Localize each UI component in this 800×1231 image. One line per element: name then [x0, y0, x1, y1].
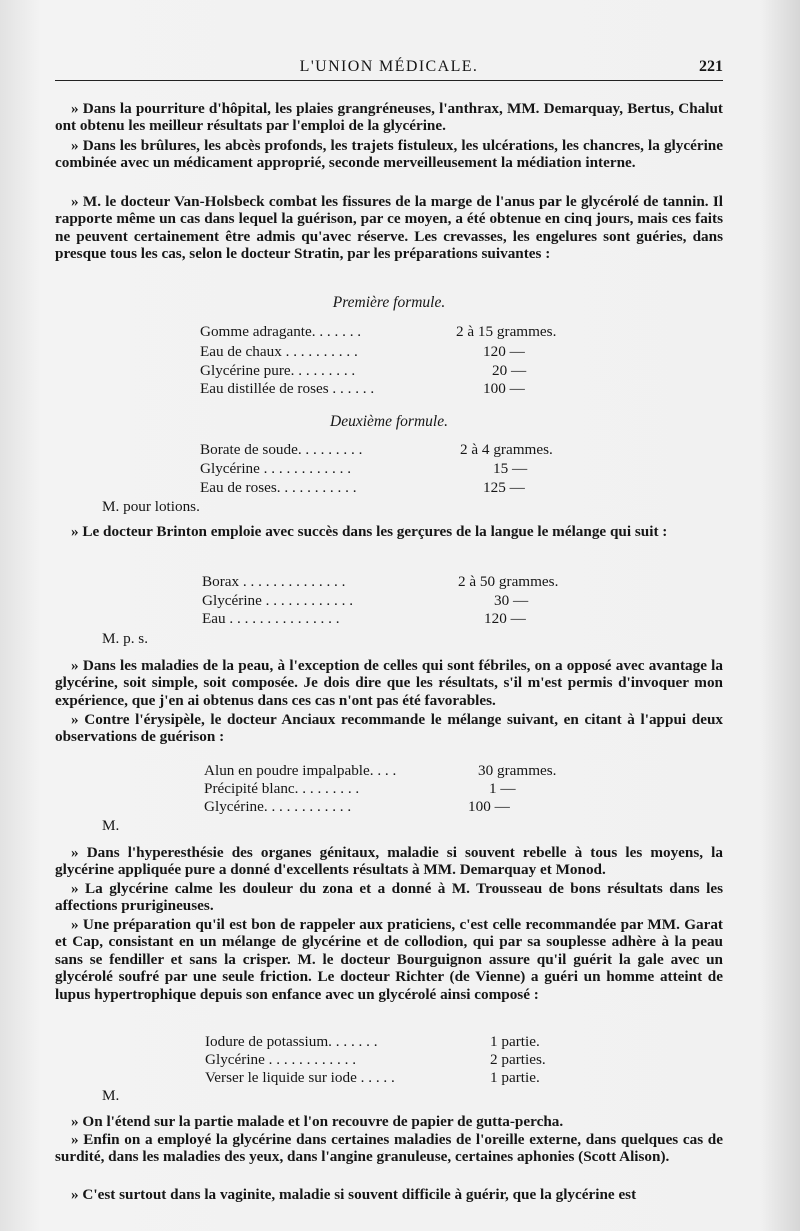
- paragraph-burns: » Dans les brûlures, les abcès profonds, les trajets fistuleux, les ulcérations, les chancres, la glycérine combinée avec un médicament approprié, seconde merveilleusement la médiation interne.: [55, 137, 723, 171]
- quantity: 120 —: [484, 610, 526, 627]
- paragraph-van-holsbeck: » M. le docteur Van-Holsbeck combat les fissures de la marge de l'anus par le glycérolé de tannin. Il rapporte même un cas dans lequel la guérison, par ce moyen, a été obtenue en cinq jours, mais ces faits ne peuvent certainement être admis qu'avec réserve. Les crevasses, les engelures sont guéries, dans presque tous les cas, selon le docteur Stratin, par les préparations suivantes :: [55, 193, 723, 263]
- paragraph-brinton: » Le docteur Brinton emploie avec succès dans les gerçures de la langue le mélange qui suit :: [71, 523, 668, 540]
- quantity: 2 à 15 grammes.: [456, 323, 557, 340]
- ingredient: Précipité blanc. . . . . . . . .: [204, 780, 360, 797]
- quantity: 100 —: [468, 798, 510, 815]
- prescription-note: M.: [102, 1087, 120, 1104]
- running-title: L'UNION MÉDICALE.: [299, 58, 479, 75]
- ingredient: Glycérine . . . . . . . . . . . .: [200, 460, 351, 477]
- paragraph-ear-eye: » Enfin on a employé la glycérine dans certaines maladies de l'oreille externe, dans quelques cas de surdité, dans les maladies des yeux, dans l'angine granuleuse, certaines aphonies (Scott Alison).: [55, 1131, 723, 1166]
- quantity: 1 partie.: [490, 1069, 540, 1086]
- ingredient: Eau de chaux . . . . . . . . . .: [200, 343, 358, 360]
- ingredient: Borate de soude. . . . . . . . .: [200, 441, 363, 458]
- quantity: 2 parties.: [490, 1051, 546, 1068]
- page-header: [55, 56, 723, 81]
- quantity: 30 —: [494, 592, 529, 609]
- paragraph-zona: » La glycérine calme les douleur du zona et a donné à M. Trousseau de bons résultats dans les affections prurigineuses.: [55, 880, 723, 915]
- ingredient: Eau . . . . . . . . . . . . . . .: [202, 610, 340, 627]
- formula-title-first: Première formule.: [332, 294, 446, 311]
- ingredient: Alun en poudre impalpable. . . .: [204, 762, 397, 779]
- quantity: 2 à 50 grammes.: [458, 573, 559, 590]
- paragraph-gutta-percha: » On l'étend sur la partie malade et l'on recouvre de papier de gutta-percha.: [71, 1113, 564, 1130]
- quantity: 120 —: [483, 343, 525, 360]
- paragraph-erysipelas: » Contre l'érysipèle, le docteur Anciaux recommande le mélange suivant, en citant à l'appui deux observations de guérison :: [55, 711, 723, 746]
- quantity: 30 grammes.: [478, 762, 557, 779]
- ingredient: Glycérine . . . . . . . . . . . .: [202, 592, 353, 609]
- ingredient: Eau distillée de roses . . . . . .: [200, 380, 375, 397]
- ingredient: Glycérine pure. . . . . . . . .: [200, 362, 356, 379]
- prescription-note: M. pour lotions.: [102, 498, 200, 515]
- prescription-note: M. p. s.: [102, 630, 148, 647]
- page-number: 221: [699, 58, 723, 75]
- quantity: 20 —: [492, 362, 527, 379]
- ingredient: Verser le liquide sur iode . . . . .: [205, 1069, 395, 1086]
- quantity: 125 —: [483, 479, 525, 496]
- ingredient: Borax . . . . . . . . . . . . . .: [202, 573, 346, 590]
- prescription-note: M.: [102, 817, 120, 834]
- ingredient: Glycérine. . . . . . . . . . . .: [204, 798, 352, 815]
- quantity: 15 —: [493, 460, 528, 477]
- quantity: 1 —: [489, 780, 516, 797]
- quantity: 2 à 4 grammes.: [460, 441, 553, 458]
- formula-title-second: Deuxième formule.: [330, 413, 448, 430]
- ingredient: Gomme adragante. . . . . . .: [200, 323, 362, 340]
- paragraph-collodion: » Une préparation qu'il est bon de rappeler aux praticiens, c'est celle recommandée par MM. Garat et Cap, consistant en un mélange de glycérine et de collodion, qui par sa souplesse adhère à la peau sans se fendiller et sans la crisper. M. le docteur Bourguignon assure qu'il guérit la gale avec un glycérolé soufré par une seule friction. Le docteur Richter (de Vienne) a guéri un homme atteint de lupus hypertrophique depuis son enfance avec un glycérolé ainsi composé :: [55, 916, 723, 1003]
- paragraph-hyperesthesia: » Dans l'hyperesthésie des organes génitaux, maladie si souvent rebelle à tous les moyens, la glycérine appliquée pure a donné d'excellents résultats à MM. Demarquay et Monod.: [55, 844, 723, 879]
- quantity: 1 partie.: [490, 1033, 540, 1050]
- paragraph-skin-diseases: » Dans les maladies de la peau, à l'exception de celles qui sont fébriles, on a opposé avec avantage la glycérine, soit simple, soit composée. Je dois dire que les résultats, s'il m'est permis d'invoquer mon expérience, que j'en ai obtenus dans ces cas n'ont pas été favorables.: [55, 657, 723, 709]
- quantity: 100 —: [483, 380, 525, 397]
- ingredient: Glycérine . . . . . . . . . . . .: [205, 1051, 356, 1068]
- paragraph-hospital-rot: » Dans la pourriture d'hôpital, les plaies grangréneuses, l'anthrax, MM. Demarquay, Bertus, Chalut ont obtenu les meilleur résultats par l'emploi de la glycérine.: [55, 100, 723, 134]
- paragraph-vaginitis: » C'est surtout dans la vaginite, maladie si souvent difficile à guérir, que la glycérine est: [71, 1186, 637, 1203]
- ingredient: Eau de roses. . . . . . . . . . .: [200, 479, 357, 496]
- ingredient: Iodure de potassium. . . . . . .: [205, 1033, 378, 1050]
